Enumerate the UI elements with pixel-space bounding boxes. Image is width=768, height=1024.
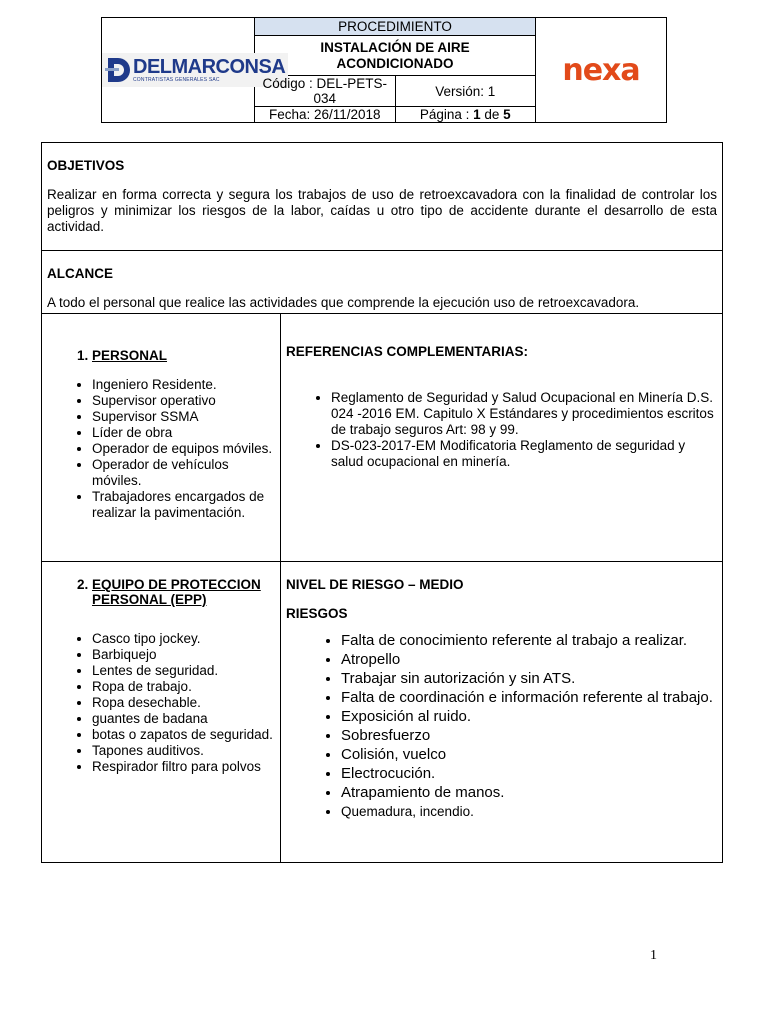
list-item: • Reglamento de Seguridad y Salud Ocupacional en Minería D.S. 024 -2016 EM. Capitulo X Estándares y procedimientos escritos de trabajo seguros Art: 98 y 99. bbox=[331, 390, 717, 438]
objetivos-section bbox=[42, 143, 723, 251]
list-item: • DS-023-2017-EM Modificatoria Reglamento de seguridad y salud ocupacional en minería. bbox=[331, 438, 717, 470]
page-number: 1 bbox=[650, 948, 657, 963]
list-item: • Exposición al ruido. bbox=[341, 707, 717, 726]
personal-heading: PERSONAL bbox=[92, 348, 168, 363]
objetivos-text: Realizar en forma correcta y segura los trabajos de uso de retroexcavadora con la finalidad de controlar los peligros y minimizar los riesgos de la labor, caídas u otro tipo de accidente durante el desarrollo de esta actividad. bbox=[47, 187, 717, 234]
delmarconsa-logo-name: DELMARCONSA bbox=[133, 55, 286, 78]
list-item: • Ropa desechable. bbox=[92, 695, 276, 711]
document-version: Versión: 1 bbox=[395, 76, 536, 107]
list-item: • Trabajadores encargados de realizar la pavimentación. bbox=[92, 489, 276, 521]
list-item: • Quemadura, incendio. bbox=[341, 802, 717, 821]
list-item: • Atropello bbox=[341, 650, 717, 669]
list-item: • Barbiquejo bbox=[92, 647, 276, 663]
document-code: Código : DEL-PETS-034 bbox=[255, 76, 396, 107]
page-prefix: Página : bbox=[419, 107, 474, 122]
list-item: • Trabajar sin autorización y sin ATS. bbox=[341, 669, 717, 688]
alcance-heading: ALCANCE bbox=[47, 266, 113, 281]
list-item: • guantes de badana bbox=[92, 711, 276, 727]
delmarconsa-logo-subtitle: CONTRATISTAS GENERALES SAC bbox=[133, 76, 220, 83]
list-item: • Ropa de trabajo. bbox=[92, 679, 276, 695]
alcance-section bbox=[42, 251, 723, 314]
list-item: • Falta de conocimiento referente al trabajo a realizar. bbox=[341, 631, 717, 650]
list-item: • Casco tipo jockey. bbox=[92, 631, 276, 647]
nexa-logo-cell bbox=[536, 18, 667, 123]
riesgos-heading: RIESGOS bbox=[286, 606, 348, 621]
list-item: • Sobresfuerzo bbox=[341, 726, 717, 745]
list-item: • Tapones auditivos. bbox=[92, 743, 276, 759]
personal-heading-item bbox=[92, 348, 276, 363]
list-item: • Supervisor SSMA bbox=[92, 409, 276, 425]
delmarconsa-logo bbox=[102, 53, 288, 87]
riesgo-section bbox=[281, 562, 723, 863]
nivel-riesgo: NIVEL DE RIESGO – MEDIO bbox=[286, 577, 464, 592]
list-item: • Lentes de seguridad. bbox=[92, 663, 276, 679]
referencias-section bbox=[281, 314, 723, 562]
page-current: 1 bbox=[473, 107, 481, 122]
epp-section bbox=[42, 562, 281, 863]
document-header bbox=[101, 17, 667, 123]
document-date: Fecha: 26/11/2018 bbox=[255, 107, 396, 123]
list-item: • Operador de vehículos móviles. bbox=[92, 457, 276, 489]
delmarconsa-logo-cell bbox=[102, 18, 286, 123]
list-item: • Operador de equipos móviles. bbox=[92, 441, 276, 457]
document-page bbox=[395, 107, 536, 123]
page-of: de bbox=[480, 107, 504, 122]
objetivos-heading: OBJETIVOS bbox=[47, 158, 125, 173]
personal-list bbox=[42, 377, 276, 521]
personal-section bbox=[42, 314, 281, 562]
riesgos-list bbox=[286, 631, 717, 821]
epp-heading: EQUIPO DE PROTECCION PERSONAL (EPP) bbox=[92, 577, 261, 607]
delmarconsa-mark-icon bbox=[105, 55, 131, 85]
procedure-label: PROCEDIMIENTO bbox=[255, 18, 536, 36]
procedure-body bbox=[41, 142, 723, 863]
list-item: • Supervisor operativo bbox=[92, 393, 276, 409]
referencias-heading: REFERENCIAS COMPLEMENTARIAS: bbox=[286, 344, 529, 359]
list-item: • botas o zapatos de seguridad. bbox=[92, 727, 276, 743]
document-title-text: INSTALACIÓN DE AIRE ACONDICIONADO bbox=[320, 39, 470, 71]
epp-heading-item bbox=[92, 577, 276, 607]
list-item: • Atrapamiento de manos. bbox=[341, 783, 717, 802]
page-total: 5 bbox=[503, 107, 511, 122]
personal-heading-list bbox=[42, 348, 276, 363]
list-item: • Electrocución. bbox=[341, 764, 717, 783]
alcance-text: A todo el personal que realice las actividades que comprende la ejecución uso de retroexcavadora. bbox=[47, 295, 640, 310]
list-item: • Colisión, vuelco bbox=[341, 745, 717, 764]
nexa-logo: nexa bbox=[562, 52, 640, 88]
list-item: • Ingeniero Residente. bbox=[92, 377, 276, 393]
list-item: • Falta de coordinación e información referente al trabajo. bbox=[341, 688, 717, 707]
referencias-list bbox=[286, 390, 717, 470]
epp-list bbox=[42, 631, 276, 775]
list-item: • Líder de obra bbox=[92, 425, 276, 441]
document-title bbox=[255, 36, 536, 76]
epp-heading-list bbox=[42, 577, 276, 607]
list-item: • Respirador filtro para polvos bbox=[92, 759, 276, 775]
